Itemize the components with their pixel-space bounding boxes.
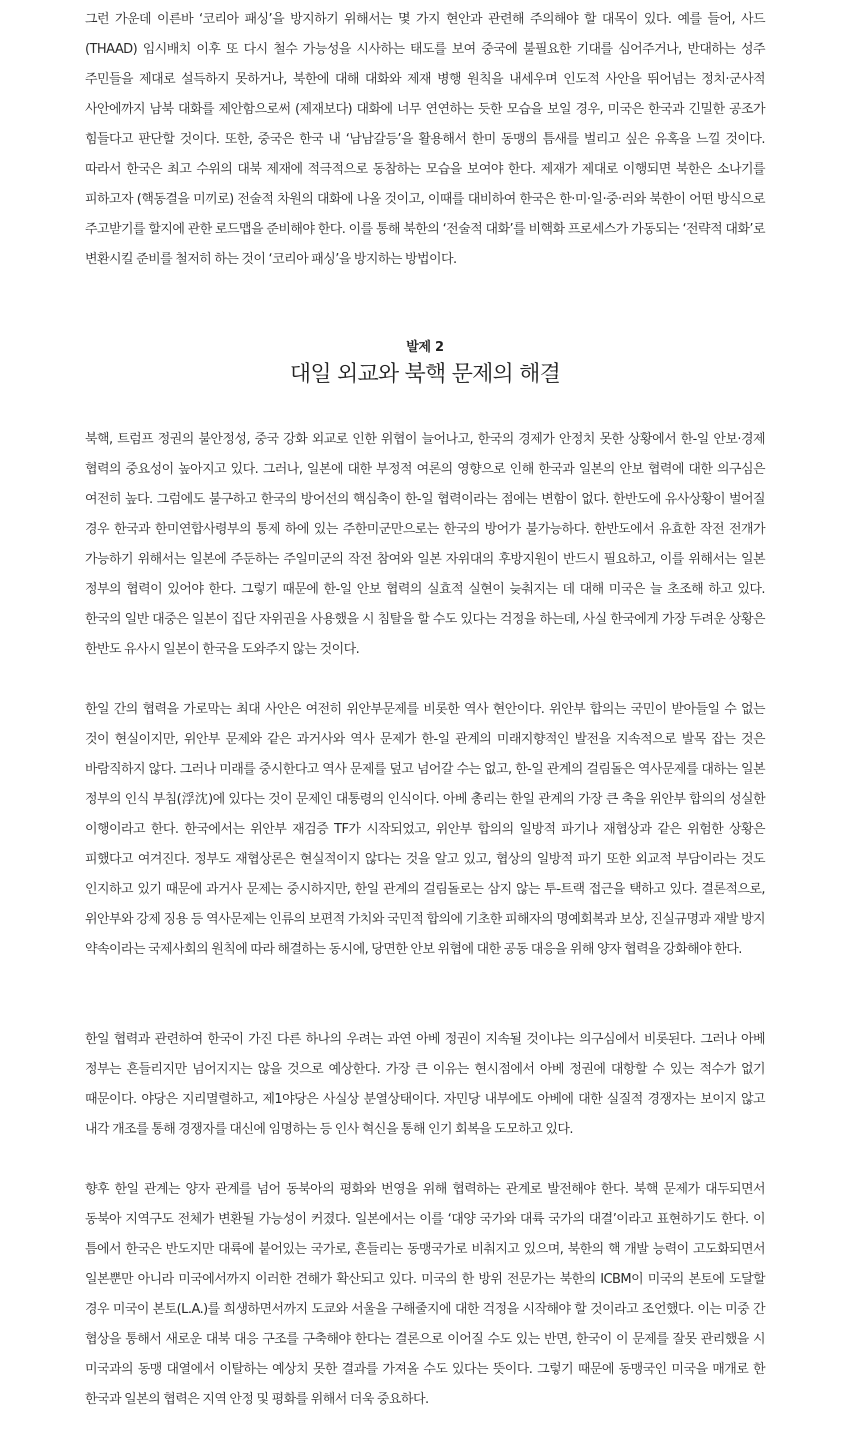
section-title: 대일 외교와 북핵 문제의 해결	[289, 362, 561, 387]
body-paragraph-4: 향후 한일 관계는 양자 관계를 넘어 동북아의 평화와 번영을 위해 협력하는 관계로 발전해야 한다. 북핵 문제가 대두되면서 동북아 지역구도 전체가 변환될 가능성이 커졌다. 일본에서는 이를 ‘대양 국가와 대륙 국가의 대결’이라고 표현하기도 한다. 이 틈에서 한국은 반도지만 대륙에 붙어있는 국가로, 흔들리는 동맹국가로 비춰지고 있으며, 북한의 핵 개발 능력이 고도화되면서 일본뿐만 아니라 미국에서까지 이러한 견해가 확산되고 있다. 미국의 한 방위 전문가는 북한의 ICBM이 미국의 본토에 도달할 경우 미국이 본토(L.A.)를 희생하면서까지 도쿄와 서울을 구해줄지에 대한 걱정을 시작해야 할 것이라고 조언했다. 이는 미중 간 협상을 통해서 새로운 대북 대응 구조를 구축해야 한다는 결론으로 이어질 수도 있는 반면, 한국이 이 문제를 잘못 관리했을 시 미국과의 동맹 대열에서 이탈하는 예상치 못한 결과를 가져올 수도 있다는 뜻이다. 그렇기 때문에 동맹국인 미국을 매개로 한 한국과 일본의 협력은 지역 안정 및 평화를 위해서 더욱 중요하다.	[85, 1182, 765, 1407]
body-paragraph-1: 북핵, 트럼프 정권의 불안정성, 중국 강화 외교로 인한 위협이 늘어나고, 한국의 경제가 안정치 못한 상황에서 한-일 안보·경제 협력의 중요성이 높아지고 있다. 그러나, 일본에 대한 부정적 여론의 영향으로 인해 한국과 일본의 안보 협력에 대한 의구심은 여전히 높다. 그럼에도 불구하고 한국의 방어선의 핵심축이 한-일 협력이라는 점에는 변함이 없다. 한반도에 유사상황이 벌어질 경우 한국과 한미연합사령부의 통제 하에 있는 주한미군만으로는 한국의 방어가 불가능하다. 한반도에서 유효한 작전 전개가 가능하기 위해서는 일본에 주둔하는 주일미군의 작전 참여와 일본 자위대의 후방지원이 반드시 필요하고, 이를 위해서는 일본 정부의 협력이 있어야 한다. 그렇기 때문에 한-일 안보 협력의 실효적 실현이 늦춰지는 데 대해 미국은 늘 초조해 하고 있다. 한국의 일반 대중은 일본이 집단 자위권을 사용했을 시 침탈을 할 수도 있다는 걱정을 하는데, 사실 한국에게 가장 두려운 상황은 한반도 유사시 일본이 한국을 도와주지 않는 것이다.	[85, 432, 765, 657]
section-header	[85, 338, 765, 390]
body-paragraph-3: 한일 협력과 관련하여 한국이 가진 다른 하나의 우려는 과연 아베 정권이 지속될 것이냐는 의구심에서 비롯된다. 그러나 아베 정부는 흔들리지만 넘어지지는 않을 것으로 예상한다. 가장 큰 이유는 현시점에서 아베 정권에 대항할 수 있는 적수가 없기 때문이다. 야당은 지리멸렬하고, 제1야당은 사실상 분열상태이다. 자민당 내부에도 아베에 대한 실질적 경쟁자는 보이지 않고 내각 개조를 통해 경쟁자를 대신에 임명하는 등 인사 혁신을 통해 인기 회복을 도모하고 있다.	[85, 1032, 765, 1137]
intro-paragraph: 그런 가운데 이른바 ‘코리아 패싱’을 방지하기 위해서는 몇 가지 현안과 관련해 주의해야 할 대목이 있다. 예를 들어, 사드(THAAD) 임시배치 이후 또 다시 철수 가능성을 시사하는 태도를 보여 중국에 불필요한 기대를 심어주거나, 반대하는 성주 주민들을 제대로 설득하지 못하거나, 북한에 대해 대화와 제재 병행 원칙을 내세우며 인도적 사안을 뛰어넘는 정치·군사적 사안에까지 남북 대화를 제안함으로써 (제재보다) 대화에 너무 연연하는 듯한 모습을 보일 경우, 미국은 한국과 긴밀한 공조가 힘들다고 판단할 것이다. 또한, 중국은 한국 내 ‘남남갈등’을 활용해서 한미 동맹의 틈새를 벌리고 싶은 유혹을 느낄 것이다. 따라서 한국은 최고 수위의 대북 제재에 적극적으로 동참하는 모습을 보여야 한다. 제재가 제대로 이행되면 북한은 소나기를 피하고자 (핵동결을 미끼로) 전술적 차원의 대화에 나올 것이고, 이때를 대비하여 한국은 한·미·일·중·러와 북한이 어떤 방식으로 주고받기를 할지에 관한 로드맵을 준비해야 한다. 이를 통해 북한의 ‘전술적 대화’를 비핵화 프로세스가 가동되는 ‘전략적 대화’로 변환시킬 준비를 철저히 하는 것이 ‘코리아 패싱’을 방지하는 방법이다.	[85, 12, 765, 267]
body-paragraph-2: 한일 간의 협력을 가로막는 최대 사안은 여전히 위안부문제를 비롯한 역사 현안이다. 위안부 합의는 국민이 받아들일 수 없는 것이 현실이지만, 위안부 문제와 같은 과거사와 역사 문제가 한-일 관계의 미래지향적인 발전을 지속적으로 발목 잡는 것은 바람직하지 않다. 그러나 미래를 중시한다고 역사 문제를 덮고 넘어갈 수는 없고, 한-일 관계의 걸림돌은 역사문제를 대하는 일본 정부의 인식 부침(浮沈)에 있다는 것이 문제인 대통령의 인식이다. 아베 총리는 한일 관계의 가장 큰 축을 위안부 합의의 성실한 이행이라고 한다. 한국에서는 위안부 재검증 TF가 시작되었고, 위안부 합의의 일방적 파기나 재협상과 같은 위험한 상황은 피했다고 여겨진다. 정부도 재협상론은 현실적이지 않다는 것을 알고 있고, 협상의 일방적 파기 또한 외교적 부담이라는 것도 인지하고 있기 때문에 과거사 문제는 중시하지만, 한일 관계의 걸림돌로는 삼지 않는 투-트랙 접근을 택하고 있다. 결론적으로, 위안부와 강제 징용 등 역사문제는 인류의 보편적 가치와 국민적 합의에 기초한 피해자의 명예회복과 보상, 진실규명과 재발 방지 약속이라는 국제사회의 원칙에 따라 해결하는 동시에, 당면한 안보 위협에 대한 공동 대응을 위해 양자 협력을 강화해야 한다.	[85, 702, 765, 957]
section-label: 발제 2	[406, 340, 444, 355]
